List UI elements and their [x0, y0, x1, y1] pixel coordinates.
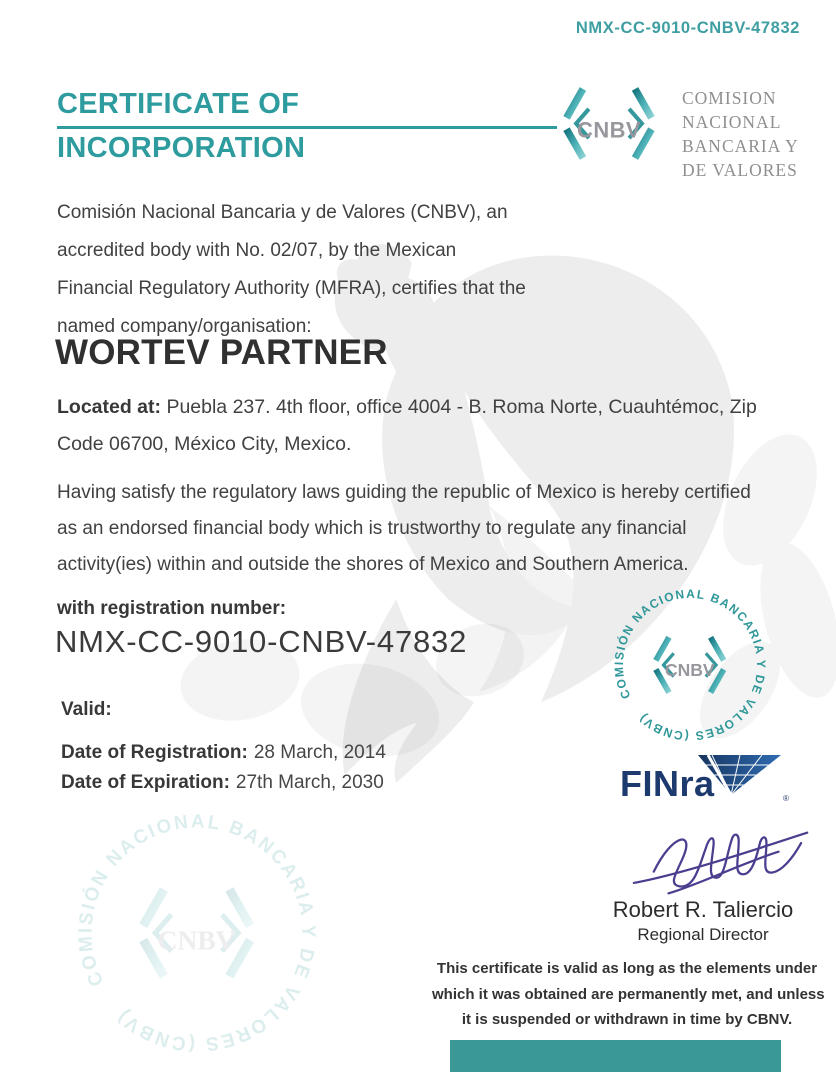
logo-org-name — [682, 86, 799, 182]
date-of-registration-value: 28 March, 2014 — [253, 742, 386, 763]
signatory-name: Robert R. Taliercio — [612, 897, 794, 922]
seal-acronym: CNBV — [664, 660, 715, 681]
registration-number: NMX-CC-9010-CNBV-47832 — [55, 624, 468, 659]
statement-line: Having satisfy the regulatory laws guiding the republic of Mexico is hereby certified — [57, 482, 751, 503]
finra-flag-icon — [698, 755, 782, 797]
registration-number-label: with registration number: — [57, 598, 287, 619]
date-of-registration — [61, 742, 386, 764]
date-of-registration-label: Date of Registration: — [61, 742, 248, 763]
logo-acronym: CNBV — [577, 117, 641, 143]
date-of-expiration-label: Date of Expiration: — [61, 772, 230, 793]
intro-line: Financial Regulatory Authority (MFRA), certifies that the — [57, 278, 526, 299]
intro-line: Comisión Nacional Bancaria y de Valores (CNBV), an — [57, 202, 508, 223]
intro-line: named company/organisation: — [57, 316, 312, 337]
address-line2: Code 06700, México City, Mexico. — [57, 433, 352, 455]
logo-org-line: COMISION — [682, 88, 777, 108]
title-underline — [57, 126, 557, 129]
statement-line: activity(ies) within and outside the shores of Mexico and Southern America. — [57, 554, 689, 575]
seal-ring-text: COMISIÓN NACIONAL BANCARIA Y DE VALORES (CNBV) — [611, 586, 769, 744]
footer-note — [432, 956, 825, 1033]
date-of-expiration — [61, 772, 384, 794]
seal-watermark-acronym: CNBV — [157, 924, 236, 956]
footer-line: it is suspended or withdrawn in time by CBNV. — [461, 1011, 793, 1028]
signatory-title: Regional Director — [637, 925, 769, 944]
bottom-accent-bar — [450, 1040, 781, 1072]
logo-org-line: DE VALORES — [682, 160, 798, 180]
statement-line: as an endorsed financial body which is trustworthy to regulate any financial — [57, 518, 687, 539]
logo-org-line: BANCARIA Y — [682, 136, 799, 156]
footer-line: This certificate is valid as long as the elements under — [436, 960, 818, 977]
page-title-line1: CERTIFICATE OF — [57, 88, 300, 120]
intro-paragraph — [57, 194, 526, 346]
date-of-expiration-value: 27th March, 2030 — [235, 772, 384, 793]
intro-line: accredited body with No. 02/07, by the Mexican — [57, 240, 457, 261]
cnbv-seal-watermark — [68, 804, 326, 1062]
valid-label: Valid: — [61, 699, 112, 720]
svg-text:COMISIÓN NACIONAL BANCARIA Y D — [75, 811, 318, 1054]
finra-registered-mark: ® — [783, 794, 789, 803]
finra-logo — [620, 754, 800, 806]
statement-paragraph — [57, 475, 751, 583]
document-number-header: NMX-CC-9010-CNBV-47832 — [575, 19, 800, 37]
address-label: Located at: — [57, 396, 162, 418]
address-line1: Puebla 237. 4th floor, office 4004 - B. Roma Norte, Cuauhtémoc, Zip — [166, 396, 757, 418]
finra-wordmark: FINra — [620, 763, 715, 804]
signature-icon — [618, 824, 823, 902]
address-paragraph — [57, 389, 757, 463]
company-name: WORTEV PARTNER — [55, 333, 388, 372]
logo-org-line: NACIONAL — [682, 112, 782, 132]
cnbv-seal — [608, 583, 772, 747]
page-title-line2: INCORPORATION — [57, 132, 306, 164]
footer-line: which it was obtained are permanently met, and unless — [432, 985, 825, 1003]
seal-ring-text: COMISIÓN NACIONAL BANCARIA Y DE VALORES (CNBV) — [75, 811, 319, 1055]
cnbv-logo — [554, 76, 664, 171]
